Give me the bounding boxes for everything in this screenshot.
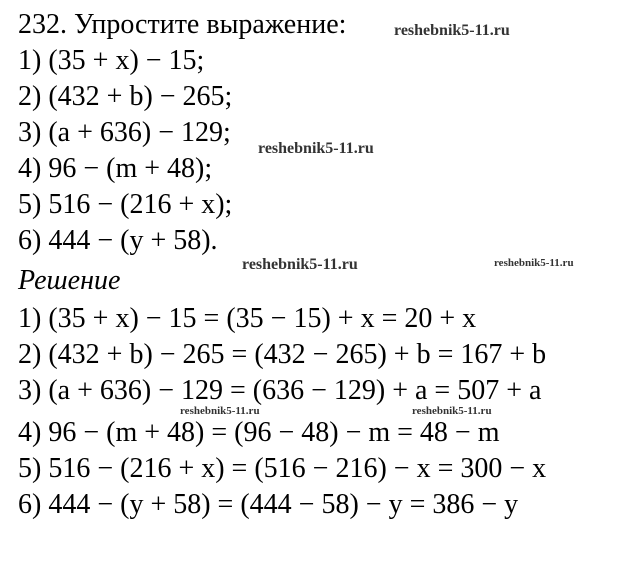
watermark-5: reshebnik5-11.ru — [180, 405, 260, 417]
task-item-3: 3) (a + 636) − 129; — [18, 117, 231, 148]
solution-item-4: 4) 96 − (m + 48) = (96 − 48) − m = 48 − m — [18, 417, 500, 448]
watermark-3: reshebnik5-11.ru — [242, 256, 358, 273]
task-item-1: 1) (35 + x) − 15; — [18, 45, 205, 76]
task-item-5: 5) 516 − (216 + x); — [18, 189, 233, 220]
task-item-4: 4) 96 − (m + 48); — [18, 153, 213, 184]
task-title: 232. Упростите выражение: — [18, 9, 347, 40]
solution-item-1: 1) (35 + x) − 15 = (35 − 15) + x = 20 + x — [18, 303, 477, 334]
solution-heading: Решение — [18, 265, 121, 296]
solution-item-2: 2) (432 + b) − 265 = (432 − 265) + b = 167 + b — [18, 339, 547, 370]
watermark-1: reshebnik5-11.ru — [394, 22, 510, 39]
task-item-2: 2) (432 + b) − 265; — [18, 81, 233, 112]
watermark-4: reshebnik5-11.ru — [494, 257, 574, 269]
solution-item-3: 3) (a + 636) − 129 = (636 − 129) + a = 507 + a — [18, 375, 542, 406]
watermark-6: reshebnik5-11.ru — [412, 405, 492, 417]
solution-item-6: 6) 444 − (y + 58) = (444 − 58) − y = 386 − y — [18, 489, 519, 520]
watermark-2: reshebnik5-11.ru — [258, 140, 374, 157]
solution-item-5: 5) 516 − (216 + x) = (516 − 216) − x = 300 − x — [18, 453, 547, 484]
task-item-6: 6) 444 − (y + 58). — [18, 225, 218, 256]
